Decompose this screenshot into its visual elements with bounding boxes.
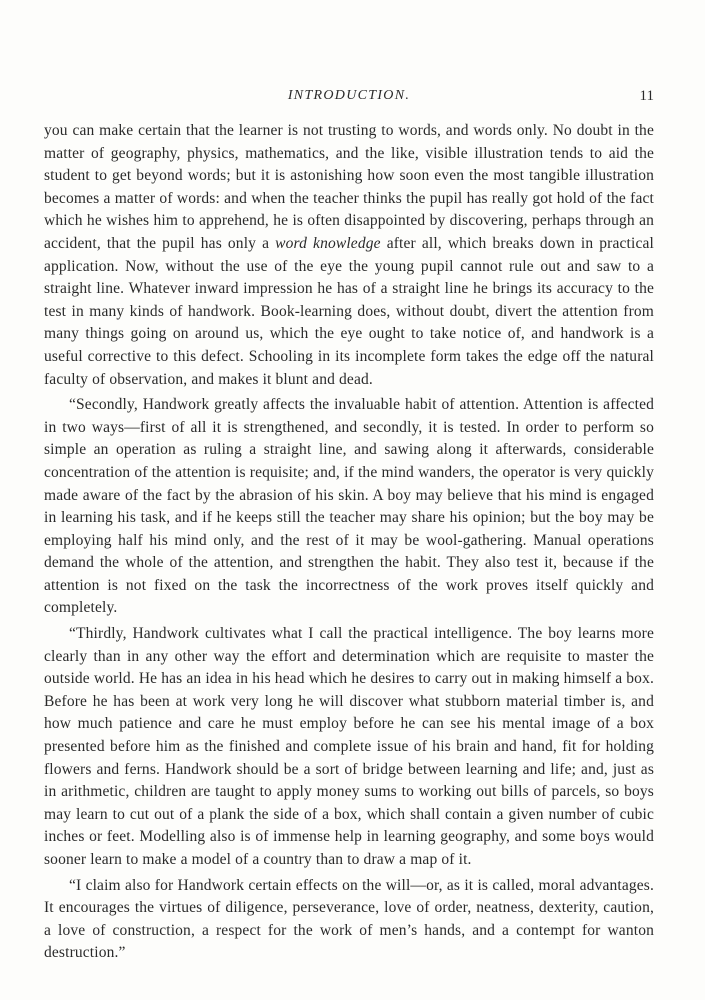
paragraph-text: you can make certain that the learner is not trusting to words, and words only. No doubt in the matter of geography, physics, mathematics, and the like, visible illustration tends to aid the student to get beyond words; but it is astonishing how soon even the most tangible illustration becomes a matter of words: and when the teacher thinks the pupil has really got hold of the fact which he wishes him to apprehend, he is often disappointed by discovering, perhaps through an accident, that the pupil has only a <box>44 122 654 252</box>
paragraph-thirdly: “Thirdly, Handwork cultivates what I call the practical intelligence. The boy learns more clearly than in any other way the effort and determination which are requisite to master the outside world. He has an idea in his head which he desires to carry out in making himself a box. Before he has been at work very long he will discover what stubborn material timber is, and how much patience and care he must employ before he can see his mental image of a box presented before him as the finished and complete issue of his brain and hand, fit for holding flowers and ferns. Handwork should be a sort of bridge between learning and life; and, just as in arithmetic, children are taught to apply money sums to working out bills of parcels, so boys may learn to cut out of a plank the side of a box, which shall contain a given number of cubic inches or feet. Modelling also is of immense help in learning geography, and some boys would sooner learn to make a model of a country than to draw a map of it. <box>44 625 654 868</box>
running-title: INTRODUCTION. <box>287 88 411 103</box>
page-number: 11 <box>639 88 654 104</box>
italic-phrase: word knowledge <box>275 234 381 252</box>
body-text <box>44 120 654 968</box>
running-head <box>44 88 654 108</box>
paragraph-continuation <box>44 120 654 391</box>
paragraph-secondly: “Secondly, Handwork greatly affects the invaluable habit of attention. Attention is affected in two ways—first of all it is strengthened, and secondly, it is tested. In order to perform so simple an operation as ruling a straight line, and sawing along it afterwards, considerable concentration of the attention is requisite; and, if the mind wanders, the operator is very quickly made aware of the fact by the abrasion of his skin. A boy may believe that his mind is engaged in learning his task, and if he keeps still the teacher may share his opinion; but the boy may be employing half his mind only, and the rest of it may be wool-gathering. Manual operations demand the whole of the attention, and strengthen the habit. They also test it, because if the attention is not fixed on the task the incorrectness of the work proves itself quickly and completely. <box>44 396 654 617</box>
paragraph-claim: “I claim also for Handwork certain effects on the will—or, as it is called, moral advantages. It encourages the virtues of diligence, perseverance, love of order, neatness, dexterity, caution, a love of construction, a respect for the work of men’s hands, and a contempt for wanton destruction.” <box>44 876 654 962</box>
paragraph-text: after all, which breaks down in practical application. Now, without the use of the eye the young pupil cannot rule out and saw to a straight line. Whatever inward impression he has of a straight line he brings its accuracy to the test in many kinds of handwork. Book-learning does, without doubt, divert the attention from many things going on around us, which the eye ought to take notice of, and handwork is a useful corrective to this defect. Schooling in its incomplete form takes the edge off the natural faculty of observation, and makes it blunt and dead. <box>44 234 654 388</box>
